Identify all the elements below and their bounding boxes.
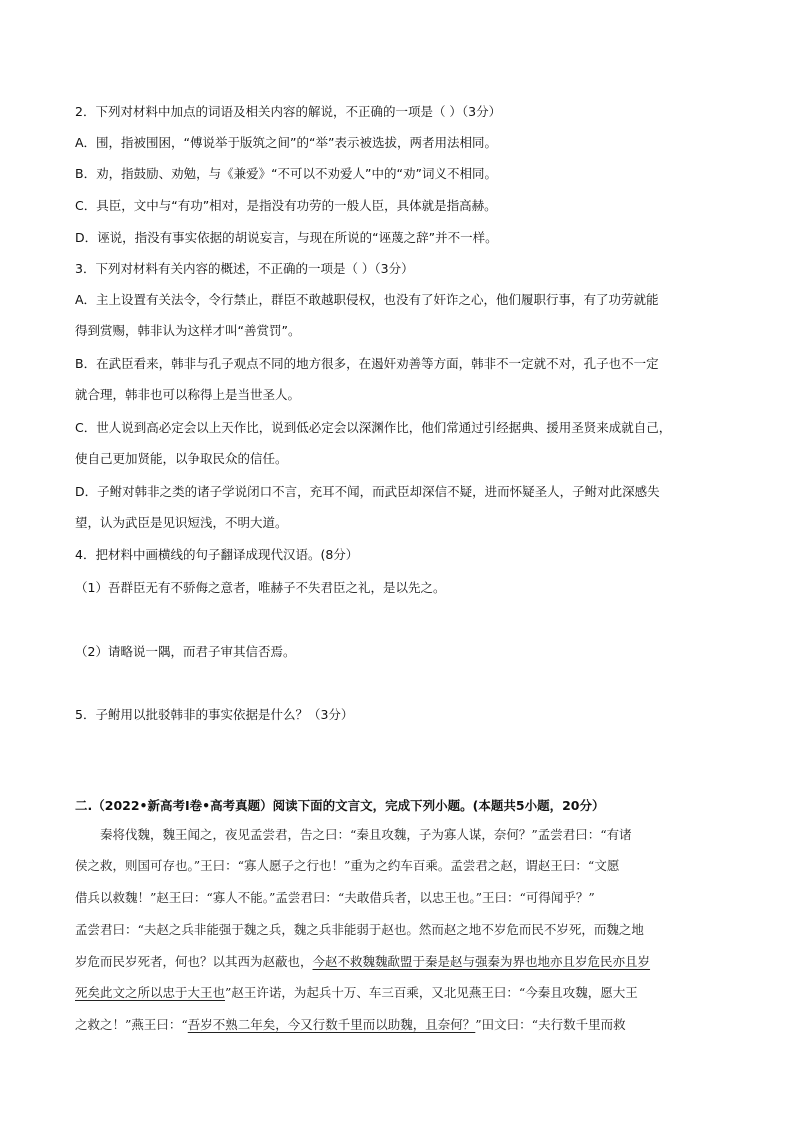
question-3-option-d-line1: D．子鲋对韩非之类的诸子学说闭口不言，充耳不闻，而武臣却深信不疑，进而怀疑圣人，子鲋对此深感失 <box>75 484 660 499</box>
question-3-option-b-line2: 就合理，韩非也可以称得上是当世圣人。 <box>75 387 301 402</box>
section-2-heading: 二.（2022•新高考Ⅰ卷•高考真题）阅读下面的文言文，完成下列小题。(本题共5小题，20分） <box>75 798 605 813</box>
passage-line-1: 秦将伐魏，魏王闻之，夜见孟尝君，告之曰：“秦且攻魏，子为寡人谋，奈何？”孟尝君曰：“有诸 <box>100 827 632 842</box>
passage-line-2: 侯之救，则国可存也。”王曰：“寡人愿子之行也！”重为之约车百乘。孟尝君之赵，谓赵王曰：“文愿 <box>75 858 620 873</box>
question-3-option-d-line2: 望，认为武臣是见识短浅，不明大道。 <box>75 515 288 530</box>
question-5-stem: 5．子鲋用以批驳韩非的事实依据是什么？（3分） <box>75 707 354 722</box>
question-3-option-b-line1: B．在武臣看来，韩非与孔子观点不同的地方很多，在遏奸劝善等方面，韩非不一定就不对，孔子也不一定 <box>75 356 659 371</box>
question-2-option-a: A．围，指被围困，“傅说举于版筑之间”的“举”表示被选拔，两者用法相同。 <box>75 135 497 150</box>
passage-text: 岁危而民岁死者，何也？以其西为赵蔽也， <box>75 954 313 969</box>
question-3-option-c-line1: C．世人说到高必定会以上天作比，说到低必定会以深渊作比，他们常通过引经据典、援用圣贤来成就自己， <box>75 420 672 435</box>
question-3-option-a-line1: A．主上设置有关法令，令行禁止，群臣不敢越职侵权，也没有了奸诈之心，他们履职行事，有了功劳就能 <box>75 292 659 307</box>
passage-line-6 <box>75 983 725 1003</box>
question-2-option-c: C．具臣，文中与“有功”相对，是指没有功劳的一般人臣，具体就是指高赫。 <box>75 198 497 213</box>
question-4-sentence-1: （1）吾群臣无有不骄侮之意者，唯赫子不失君臣之礼，是以先之。 <box>75 580 446 595</box>
passage-text: ”赵王许诺，为起兵十万、车三百乘，又北见燕王曰：“今秦且攻魏，愿大王 <box>225 985 638 1000</box>
underlined-sentence-2: 吾岁不熟二年矣，今又行数千里而以助魏，且奈何？ <box>187 1017 476 1032</box>
passage-line-4: 孟尝君曰：“夫赵之兵非能强于魏之兵，魏之兵非能弱于赵也。然而赵之地不岁危而民不岁死，而魏之地 <box>75 922 644 937</box>
passage-line-7 <box>75 1015 725 1035</box>
question-3-option-a-line2: 得到赏赐，韩非认为这样才叫“善赏罚”。 <box>75 323 301 338</box>
passage-text: ”田文曰：“夫行数千里而救 <box>475 1017 626 1032</box>
question-2-option-d: D．诬说，指没有事实依据的胡说妄言，与现在所说的“诬蔑之辞”并不一样。 <box>75 230 498 245</box>
question-3-stem: 3．下列对材料有关内容的概述，不正确的一项是（ ）（3分） <box>75 261 414 276</box>
question-2-stem: 2．下列对材料中加点的词语及相关内容的解说，不正确的一项是（ ）（3分） <box>75 104 502 119</box>
question-2-option-b: B．劝，指鼓励、劝勉，与《兼爱》“不可以不劝爱人”中的“劝”词义不相同。 <box>75 166 497 181</box>
question-3-option-c-line2: 使自己更加贤能，以争取民众的信任。 <box>75 451 288 466</box>
question-4-sentence-2: （2）请略说一隅，而君子审其信否焉。 <box>75 644 296 659</box>
question-4-stem: 4．把材料中画横线的句子翻译成现代汉语。(8分） <box>75 547 359 562</box>
passage-line-5 <box>75 952 725 972</box>
underlined-sentence-1a: 今赵不救魏魏歃盟于秦是赵与强秦为界也地亦且岁危民亦且岁 <box>312 954 651 969</box>
underlined-sentence-1b: 死矣此文之所以忠于大王也 <box>75 985 226 1000</box>
passage-text: 之救之！”燕王曰：“ <box>75 1017 188 1032</box>
passage-line-3: 借兵以救魏！”赵王曰：“寡人不能。”孟尝君曰：“夫敢借兵者，以忠王也。”王曰：“可得闻乎？” <box>75 890 595 905</box>
